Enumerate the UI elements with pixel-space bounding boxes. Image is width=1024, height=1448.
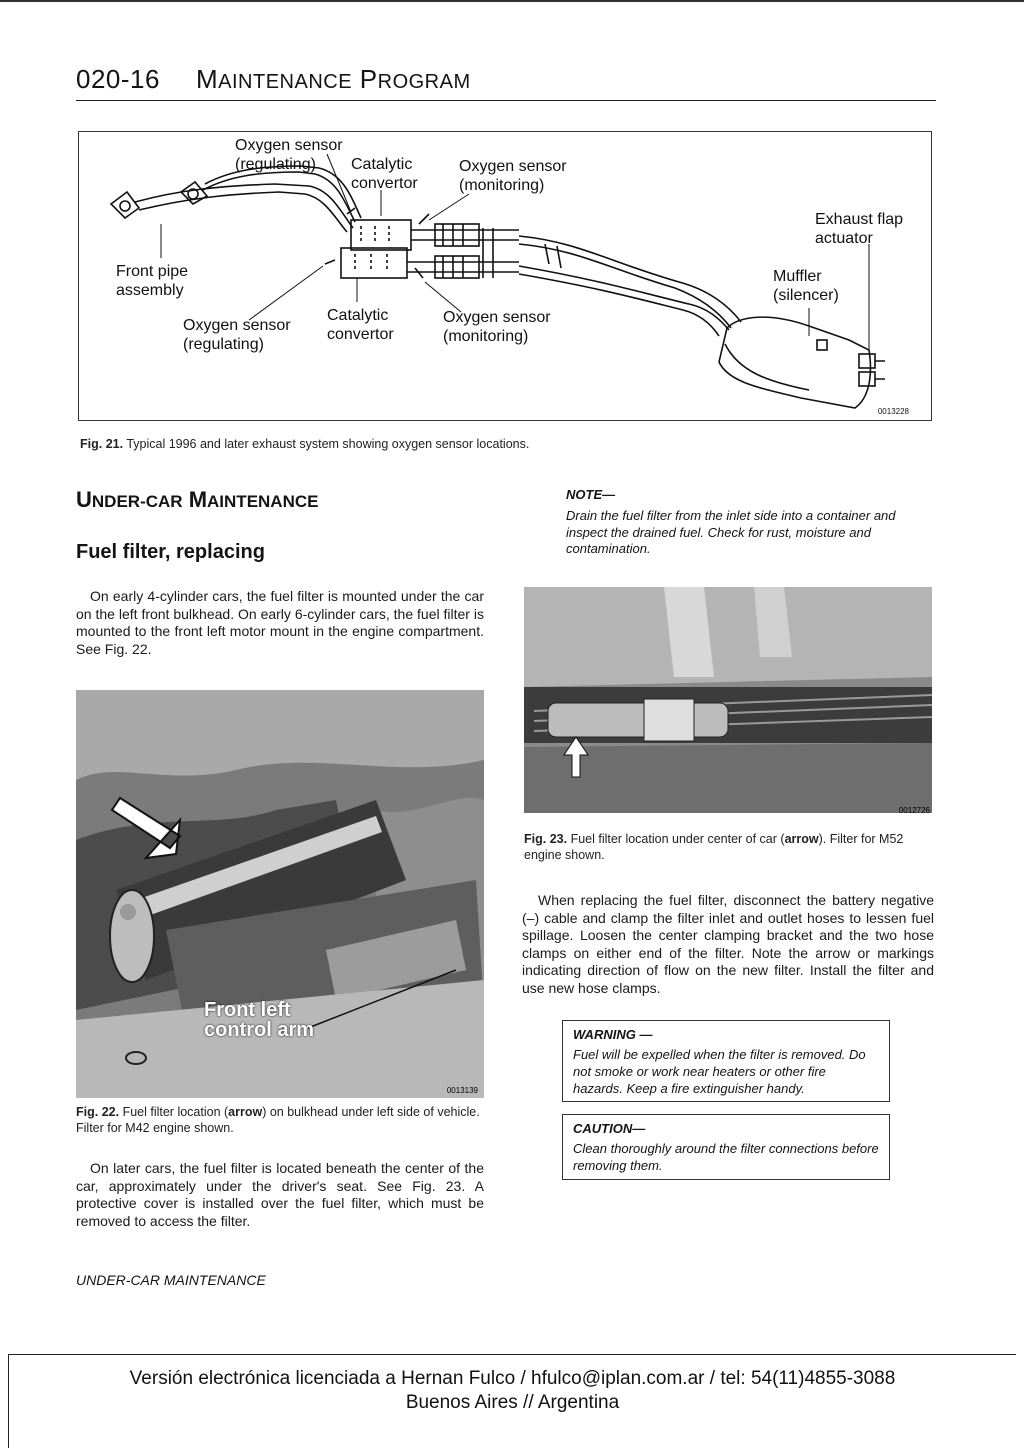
label-o2-mon-bottom-line1: Oxygen sensor — [443, 309, 551, 326]
left-paragraph-2: On later cars, the fuel filter is located beneath the center of the car, approximately under the driver's seat. See Fig. 23. A protective cover is installed over the fuel filter, which must be removed to access the filter. — [76, 1160, 484, 1229]
front-pipe-lower — [139, 192, 347, 232]
tail-pipe-2 — [859, 372, 875, 386]
section-title-aintenance: AINTENANCE — [207, 492, 319, 511]
exhaust-flap-actuator — [817, 340, 827, 350]
front-flange-left-hole — [120, 201, 130, 211]
section-title-dash: - — [140, 492, 146, 511]
fig23-caption-bold: arrow — [784, 832, 819, 846]
front-pipe-upper — [203, 172, 355, 222]
fig22-caption-pre: Fuel filter location ( — [122, 1105, 229, 1119]
license-line-1: Versión electrónica licenciada a Hernan Fulco / hfulco@iplan.com.ar / tel: 54(11)4855-3088 — [129, 1368, 896, 1389]
warning-text: Fuel will be expelled when the filter is removed. Do not smoke or work near heaters or other fire hazards. Keep a fire extinguisher handy. — [573, 1047, 866, 1096]
left-paragraph-1: On early 4-cylinder cars, the fuel filter is mounted under the car on the left front bulkhead. On early 6-cylinder cars, the fuel filter is mounted to the front left motor mount in the engine compartment. See Fig. 22. — [76, 588, 484, 657]
fig22-caption — [76, 1104, 484, 1136]
label-muffler — [773, 267, 839, 305]
right-paragraph: When replacing the fuel filter, disconnect the battery negative (–) cable and clamp the filter inlet and outlet hoses to lessen fuel spillage. Loosen the center clamping bracket and the two hose clamps on either end of the filter. Note the arrow or markings indicating direction of flow on the new filter. Install the filter and use new hose clamps. — [522, 892, 934, 996]
label-front-pipe-line2: assembly — [116, 282, 184, 299]
front-flange-left — [111, 192, 139, 218]
catalytic-convertor-lower — [341, 248, 407, 278]
label-cat-top-line1: Catalytic — [351, 156, 413, 173]
label-exhaust-flap-line2: actuator — [815, 230, 873, 247]
monitoring-sensors — [415, 214, 429, 278]
license-banner — [8, 1354, 1016, 1448]
fig23-caption-label: Fig. 23. — [524, 832, 568, 846]
fig22-caption-post: ) on bulkhead under left side of vehicle. Filter for M42 engine shown. — [76, 1105, 480, 1135]
note-label: NOTE— — [566, 487, 616, 502]
caution-label: CAUTION— — [573, 1121, 646, 1136]
tail-pipe-1 — [859, 354, 875, 368]
photo23-fuel-filter — [548, 703, 728, 737]
catalytic-convertor-upper — [351, 220, 411, 250]
fig23-photo-drawing — [524, 587, 932, 813]
front-pipe-lower-edge — [135, 184, 353, 228]
footer-section-name: UNDER-CAR MAINTENANCE — [76, 1272, 266, 1288]
resonator-ribs — [443, 224, 463, 278]
header-title-p: P — [359, 64, 378, 94]
fig21-exhaust-diagram — [78, 131, 932, 421]
label-muffler-line1: Muffler — [773, 268, 822, 285]
label-cat-bottom-line2: convertor — [327, 326, 394, 343]
muffler-body — [719, 317, 870, 408]
subsection-title: Fuel filter, replacing — [76, 541, 265, 563]
page-header — [76, 64, 471, 95]
license-line-2: Buenos Aires // Argentina — [405, 1392, 620, 1413]
section-title — [76, 487, 318, 513]
photo-label-line1: Front left — [204, 999, 291, 1021]
section-title-car: CAR — [145, 492, 183, 511]
leader-o2-reg-bottom — [249, 266, 323, 320]
caution-text: Clean thoroughly around the filter connections before removing them. — [573, 1141, 879, 1173]
photo23-underbody — [524, 587, 932, 687]
tail-pipe-ends — [875, 361, 885, 379]
leader-o2-mon-top — [429, 194, 469, 220]
section-title-nder: NDER — [91, 492, 141, 511]
fig22-photo — [76, 690, 484, 1098]
fig22-caption-bold: arrow — [228, 1105, 263, 1119]
fig23-caption-post: ). Filter for M52 engine shown. — [524, 832, 904, 862]
label-o2-reg-bottom-line1: Oxygen sensor — [183, 317, 291, 334]
label-front-pipe-line1: Front pipe — [116, 263, 189, 280]
label-catalytic-bottom — [327, 306, 394, 344]
label-o2-monitoring-top — [459, 157, 567, 195]
label-muffler-line2: (silencer) — [773, 287, 839, 304]
label-o2-reg-top-line2: (regulating) — [235, 156, 316, 173]
fig21-caption-text: Typical 1996 and later exhaust system showing oxygen sensor locations. — [126, 437, 530, 451]
fig23-caption — [524, 831, 934, 863]
label-o2-monitoring-bottom — [443, 308, 551, 346]
label-o2-regulating-top — [235, 136, 343, 174]
label-front-pipe — [116, 262, 188, 300]
section-title-m: M — [182, 487, 208, 512]
note-text: Drain the fuel filter from the inlet side into a container and inspect the drained fuel. Check for rust, moisture and contamination. — [566, 508, 896, 556]
fuel-filter-nipple — [120, 904, 136, 920]
section-title-u: U — [76, 487, 92, 512]
fig23-photo — [524, 587, 932, 813]
muffler-contour — [725, 344, 809, 390]
label-exhaust-flap — [815, 210, 903, 248]
label-cat-bottom-line1: Catalytic — [327, 307, 389, 324]
fig23-caption-pre: Fuel filter location under center of car ( — [570, 832, 785, 846]
label-o2-reg-top-line1: Oxygen sensor — [235, 137, 343, 154]
fig21-number: 0013228 — [877, 407, 909, 416]
top-border-line — [0, 0, 1024, 2]
warning-box — [562, 1020, 890, 1102]
label-catalytic-top — [351, 155, 418, 193]
cat-lower-detail — [355, 254, 387, 272]
header-title-rogram: ROGRAM — [377, 71, 471, 93]
header-title-aintenance: AINTENANCE — [218, 71, 353, 93]
center-resonator-lower — [435, 256, 479, 278]
fig22-caption-label: Fig. 22. — [76, 1105, 120, 1119]
center-clamp — [483, 228, 493, 278]
photo23-filter-clamp — [644, 699, 694, 741]
photo-label — [204, 1000, 314, 1040]
label-exhaust-flap-line1: Exhaust flap — [815, 211, 904, 228]
page-number: 020-16 — [76, 64, 160, 94]
label-o2-mon-top-line2: (monitoring) — [459, 177, 545, 194]
fig21-caption — [80, 436, 529, 452]
cat-upper-detail — [361, 226, 389, 244]
label-o2-mon-top-line1: Oxygen sensor — [459, 158, 567, 175]
center-resonator-upper — [435, 224, 479, 246]
header-title-m: M — [195, 64, 219, 94]
fig21-caption-label: Fig. 21. — [80, 437, 124, 451]
label-o2-mon-bottom-line2: (monitoring) — [443, 328, 529, 345]
fig22-number: 0013139 — [446, 1086, 478, 1095]
header-rule — [76, 100, 936, 101]
label-cat-top-line2: convertor — [351, 175, 418, 192]
photo-label-line2: control arm — [204, 1019, 315, 1041]
warning-label: WARNING — — [573, 1027, 653, 1042]
label-o2-reg-bottom-line2: (regulating) — [183, 336, 264, 353]
caution-box — [562, 1114, 890, 1180]
fuel-filter-end — [110, 890, 154, 982]
label-o2-regulating-bottom — [183, 316, 291, 354]
fig23-number: 0012726 — [898, 806, 930, 813]
